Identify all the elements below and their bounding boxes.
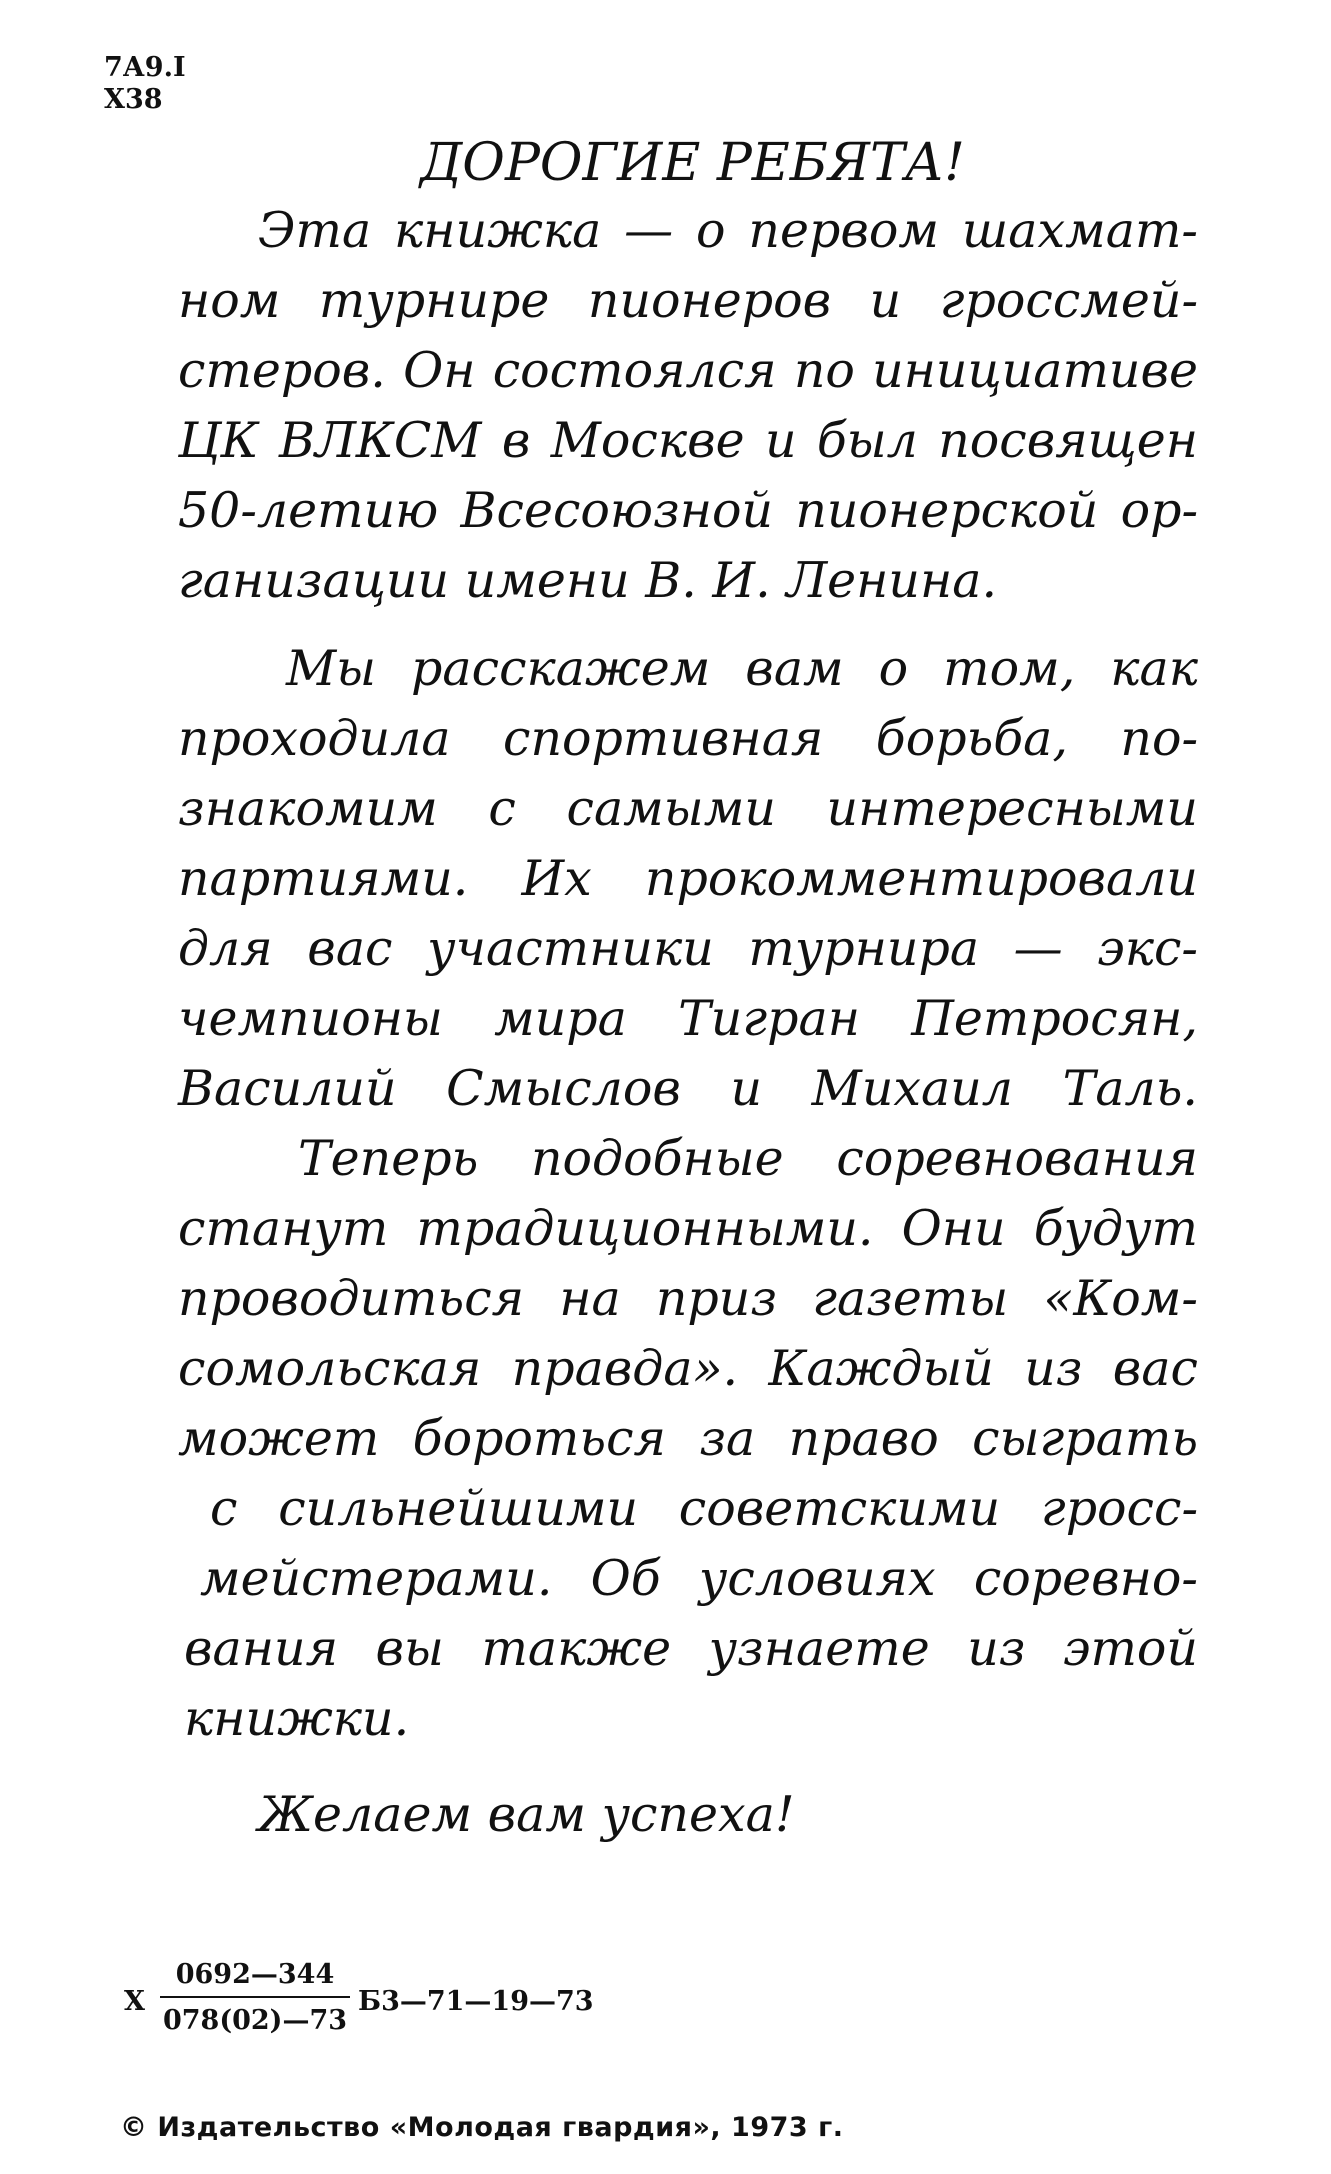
- text-line: стеров. Он состоялся по инициативе: [178, 342, 1198, 399]
- text-line: может бороться за право сыграть: [178, 1410, 1198, 1467]
- text-line: мейстерами. Об условиях соревно-: [200, 1550, 1198, 1607]
- text-line: партиями. Их прокомментировали: [178, 850, 1198, 907]
- text-line: Эта книжка — о первом шахмат-: [258, 202, 1198, 259]
- text-line: сомольская правда». Каждый из вас: [178, 1340, 1198, 1397]
- text-line: станут традиционными. Они будут: [178, 1200, 1198, 1257]
- text-line: Василий Смыслов и Михаил Таль.: [178, 1060, 1198, 1117]
- fraction-bar: [160, 1996, 350, 1998]
- text-line: с сильнейшими советскими гросс-: [210, 1480, 1198, 1537]
- copyright-notice: © Издательство «Молодая гвардия», 1973 г.: [120, 2112, 844, 2143]
- text-line: ЦК ВЛКСМ в Москве и был посвящен: [178, 412, 1198, 469]
- imprint-numerator: 0692—344: [175, 1959, 335, 1990]
- text-line: ном турнире пионеров и гроссмей-: [178, 272, 1198, 329]
- text-line: Мы расскажем вам о том, как: [286, 640, 1198, 697]
- classification-line-2: Х38: [104, 84, 163, 115]
- imprint-prefix: Х: [124, 1986, 145, 2017]
- classification-code: [104, 52, 186, 116]
- closing-line: Желаем вам успеха!: [258, 1786, 795, 1843]
- text-line: знакомим с самыми интересными: [178, 780, 1198, 837]
- imprint-fraction: [160, 1958, 350, 2038]
- text-line: ганизации имени В. И. Ленина.: [178, 552, 998, 609]
- text-line: Теперь подобные соревнования: [298, 1130, 1198, 1187]
- imprint-suffix: Б3—71—19—73: [358, 1986, 594, 2017]
- text-line: для вас участники турнира — экс-: [178, 920, 1198, 977]
- imprint-denominator: 078(02)—73: [162, 2005, 348, 2036]
- text-line: 50-летию Всесоюзной пионерской ор-: [178, 482, 1198, 539]
- text-line: проводиться на приз газеты «Ком-: [178, 1270, 1198, 1327]
- page-title: ДОРОГИЕ РЕБЯТА!: [420, 133, 965, 193]
- classification-line-1: 7А9.I: [104, 52, 186, 83]
- text-line: вания вы также узнаете из этой: [184, 1620, 1198, 1677]
- text-line: проходила спортивная борьба, по-: [178, 710, 1198, 767]
- text-line: чемпионы мира Тигран Петросян,: [178, 990, 1198, 1047]
- text-line: книжки.: [184, 1690, 410, 1747]
